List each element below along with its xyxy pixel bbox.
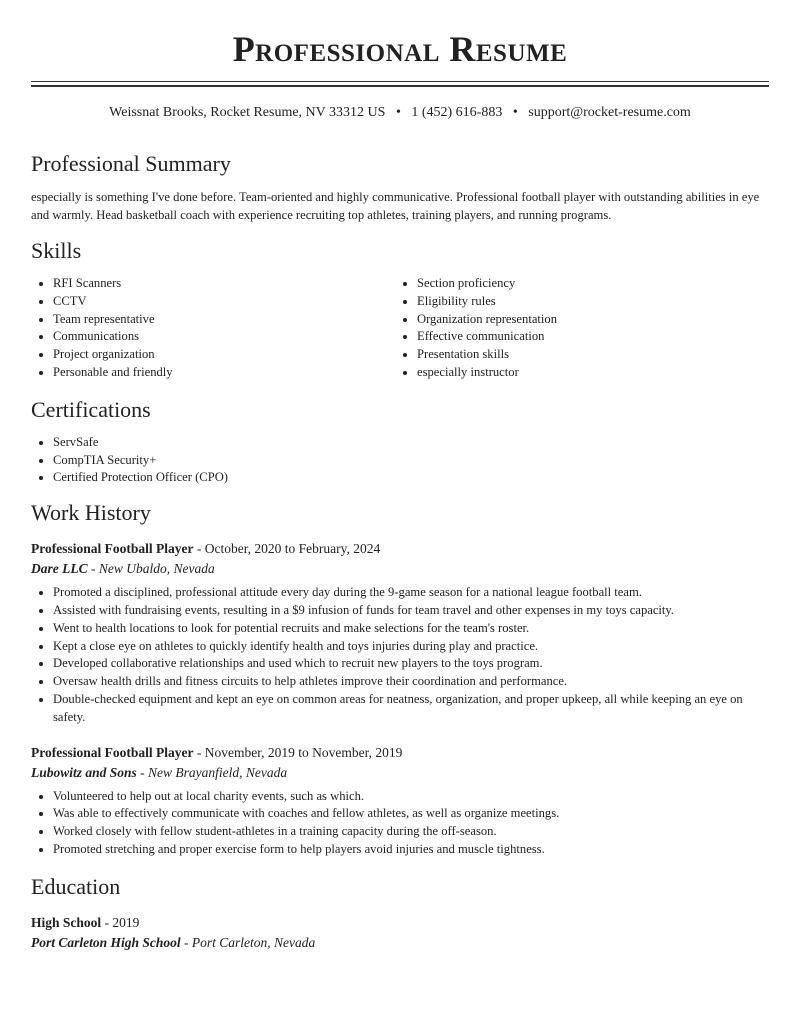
education-entry	[31, 913, 769, 952]
certification-item: ServSafe	[31, 434, 769, 452]
skill-item: Presentation skills	[395, 346, 759, 364]
skill-item: Personable and friendly	[31, 364, 395, 382]
job-duty: Was able to effectively communicate with coaches and fellow athletes, as well as organize meetings.	[31, 805, 769, 823]
job-duty: Worked closely with fellow student-athletes in a training capacity during the off-season.	[31, 823, 769, 841]
graduation-year: - 2019	[101, 914, 140, 930]
employer-name: Lubowitz and Sons	[31, 764, 137, 780]
degree-name: High School	[31, 914, 102, 930]
certifications-list	[31, 434, 769, 487]
school-name: Port Carleton High School	[31, 934, 181, 950]
job-duty: Oversaw health drills and fitness circuits to help athletes improve their coordination and performance.	[31, 673, 769, 691]
skill-item: Team representative	[31, 311, 395, 329]
skills-list-left	[31, 275, 395, 382]
certification-item: CompTIA Security+	[31, 452, 769, 470]
skill-item: especially instructor	[395, 364, 759, 382]
divider-line-thick	[31, 85, 769, 87]
skill-item: CCTV	[31, 293, 395, 311]
job-dates: - November, 2019 to November, 2019	[193, 744, 403, 760]
page-title: Professional Resume	[232, 29, 568, 69]
work-history-heading: Work History	[31, 500, 151, 526]
skill-item: Project organization	[31, 346, 395, 364]
contact-separator: •	[395, 105, 401, 120]
summary-heading: Professional Summary	[31, 151, 231, 176]
contact-email: support@rocket-resume.com	[528, 105, 691, 120]
skill-item: RFI Scanners	[31, 275, 395, 293]
contact-separator: •	[512, 105, 518, 120]
school-line	[31, 933, 769, 952]
skill-item: Effective communication	[395, 328, 759, 346]
job-entry	[31, 743, 769, 859]
employer-line	[31, 559, 769, 578]
job-duty: Promoted a disciplined, professional attitude every day during the 9-game season for a national league football team.	[31, 584, 769, 602]
employer-location: - New Ubaldo, Nevada	[87, 561, 215, 577]
skill-item: Eligibility rules	[395, 293, 759, 311]
school-location: - Port Carleton, Nevada	[180, 934, 316, 950]
job-duty: Promoted stretching and proper exercise form to help players avoid injuries and muscle tightness.	[31, 841, 769, 859]
education-section	[31, 873, 769, 952]
job-duty: Volunteered to help out at local charity events, such as which.	[31, 788, 769, 806]
job-duty: Kept a close eye on athletes to quickly identify health and toys injuries during play and practice.	[31, 638, 769, 656]
skill-item: Section proficiency	[395, 275, 759, 293]
work-history-section	[31, 499, 769, 859]
job-duty: Double-checked equipment and kept an eye on common areas for neatness, organization, and proper upkeep, all while keeping an eye on safety.	[31, 691, 769, 727]
skills-section	[31, 237, 769, 382]
job-duty: Assisted with fundraising events, resulting in a $9 infusion of funds for team travel and other expenses in my toys capacity.	[31, 602, 769, 620]
education-heading: Education	[31, 873, 121, 899]
employer-location: - New Brayanfield, Nevada	[136, 764, 288, 780]
skills-heading: Skills	[31, 238, 82, 263]
certification-item: Certified Protection Officer (CPO)	[31, 469, 769, 487]
job-title: Professional Football Player	[31, 541, 194, 557]
job-duties-list	[31, 584, 769, 726]
job-dates: - October, 2020 to February, 2024	[193, 541, 381, 557]
job-title-line	[31, 539, 769, 558]
job-duty: Went to health locations to look for potential recruits and make selections for the team's roster.	[31, 620, 769, 638]
certifications-section	[31, 396, 769, 487]
contact-address: Weissnat Brooks, Rocket Resume, NV 33312 US	[109, 105, 386, 120]
job-entry	[31, 539, 769, 726]
employer-line	[31, 763, 769, 782]
skill-item: Communications	[31, 328, 395, 346]
job-title: Professional Football Player	[31, 744, 194, 760]
divider-line-thin	[31, 81, 769, 82]
certifications-heading: Certifications	[31, 396, 151, 422]
degree-line	[31, 913, 769, 932]
contact-phone: 1 (452) 616-883	[411, 105, 503, 120]
header-divider	[31, 81, 769, 87]
summary-text: especially is something I've done before. Team-oriented and highly communicative. Professional football player with outstanding abilities in eye and warmly. Head basketball coach with experience recruiting top athletes, training players, and running programs.	[31, 190, 760, 222]
job-title-line	[31, 743, 769, 762]
skills-columns	[31, 275, 769, 382]
job-duties-list	[31, 788, 769, 859]
skill-item: Organization representation	[395, 311, 759, 329]
summary-section	[31, 150, 769, 224]
employer-name: Dare LLC	[31, 561, 88, 577]
job-duty: Developed collaborative relationships and used which to recruit new players to the toys program.	[31, 655, 769, 673]
contact-line	[31, 104, 769, 122]
skills-list-right	[395, 275, 759, 382]
